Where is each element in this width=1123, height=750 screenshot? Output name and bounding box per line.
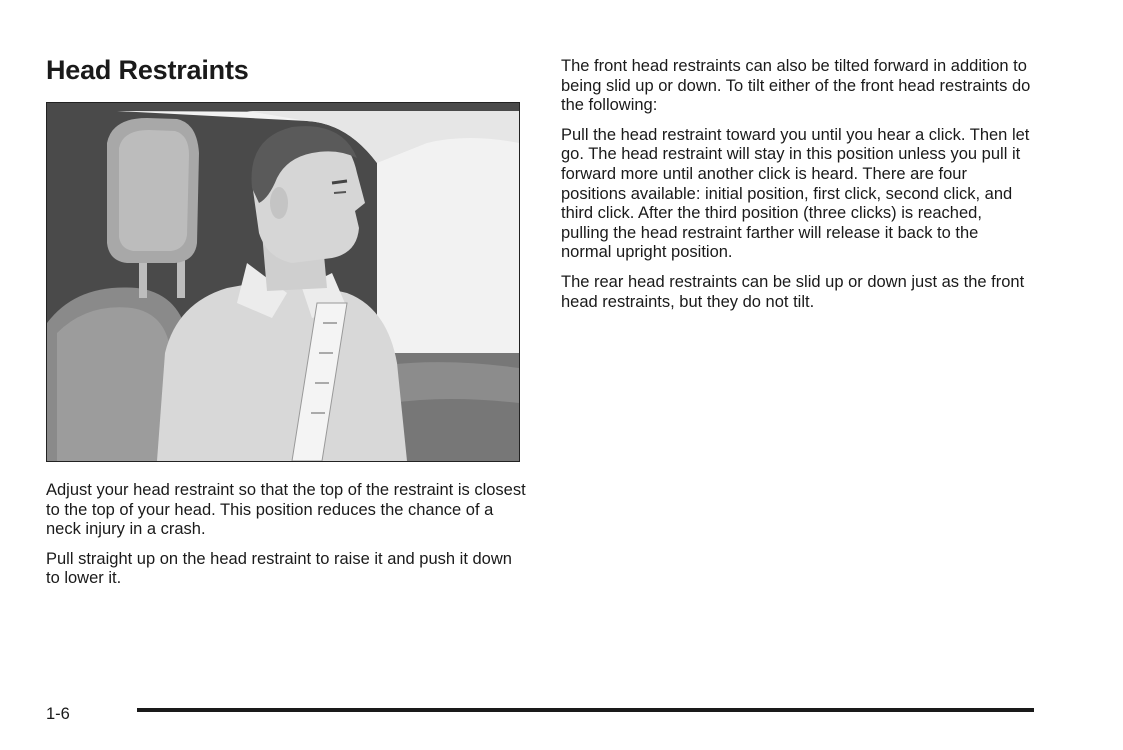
page-number: 1-6 [46, 705, 70, 723]
footer-divider [137, 708, 1034, 712]
paragraph-rear-restraints: The rear head restraints can be slid up or down just as the front head restraints, but they do not tilt. [561, 272, 1025, 311]
paragraph-tilt-intro: The front head restraints can also be tilted forward in addition to being slid up or down. To tilt either of the front head restraints do the following: [561, 57, 1031, 115]
right-column [561, 57, 1031, 322]
paragraph-adjust-restraint: Adjust your head restraint so that the top of the restraint is closest to the top of your head. This position reduces the chance of a neck injury in a crash. [46, 481, 526, 539]
head-restraint-illustration [46, 102, 520, 462]
person-seated-icon [47, 103, 519, 461]
page-title: Head Restraints [46, 55, 249, 85]
paragraph-tilt-instructions: Pull the head restraint toward you until you hear a click. Then let go. The head restraint will stay in this position unless you pull it forward more until another click is heard. There are four positions available: initial position, first click, second click, and third click. After the third position (three clicks) is reached, pulling the head restraint farther will release it back to the normal upright position. [561, 125, 1030, 262]
paragraph-raise-lower: Pull straight up on the head restraint to raise it and push it down to lower it. [46, 549, 512, 588]
left-column [46, 481, 526, 599]
